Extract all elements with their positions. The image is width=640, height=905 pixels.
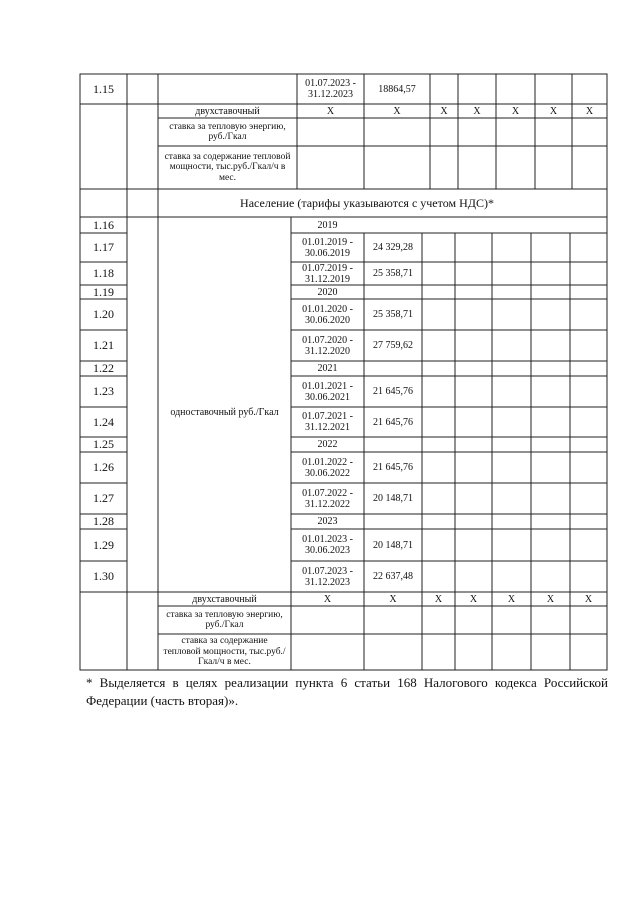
tariff-value: 20 148,71 <box>373 493 413 504</box>
tariff-value: 25 358,71 <box>373 268 413 279</box>
population-banner: Население (тарифы указываются с учетом НДС)* <box>240 195 494 210</box>
x-mark: X <box>549 105 558 117</box>
x-mark: X <box>585 105 594 117</box>
row-number: 1.20 <box>93 307 114 321</box>
row-number: 1.16 <box>93 217 114 232</box>
tariff-value: 24 329,28 <box>373 242 413 253</box>
tariff-value: 18864,57 <box>378 83 416 95</box>
tariff-value: 21 645,76 <box>373 416 413 428</box>
row-number: 1.26 <box>93 460 114 474</box>
period-cell: 2019 <box>317 219 338 231</box>
period-cell: 01.01.2020 - 30.06.2020 <box>302 303 353 326</box>
tariff-value: 21 645,76 <box>373 386 413 397</box>
x-mark: X <box>323 593 332 605</box>
tariff-value: 25 358,71 <box>373 309 413 320</box>
stavka-teplo-label: ставка за тепловую энергию, руб./Гкал <box>169 121 286 142</box>
row-number: 1.21 <box>93 338 114 352</box>
period-cell: 01.01.2022 - 30.06.2022 <box>302 456 353 479</box>
x-mark: X <box>507 593 516 605</box>
tariff-value <box>364 437 422 452</box>
row-number: 1.19 <box>93 284 114 299</box>
row-number: 1.28 <box>93 514 114 528</box>
row-number: 1.27 <box>93 491 114 505</box>
period-cell: 01.07.2022 - 31.12.2022 <box>302 487 353 510</box>
x-mark: X <box>473 105 481 117</box>
row-number: 1.29 <box>93 537 114 552</box>
period-cell: 01.01.2021 - 30.06.2021 <box>302 380 353 403</box>
x-mark: X <box>511 105 520 117</box>
period-cell: 2021 <box>317 363 338 374</box>
x-mark: X <box>440 105 448 117</box>
period-cell: 01.01.2019 - 30.06.2019 <box>302 236 353 259</box>
row-number: 1.17 <box>93 240 114 254</box>
period-cell: 01.07.2021 - 31.12.2021 <box>302 411 353 433</box>
stavka-teplo-label: ставка за тепловую энергию, руб./Гкал <box>166 609 283 630</box>
row-number: 1.18 <box>93 266 114 280</box>
row-number: 1.25 <box>93 437 114 451</box>
tariff-value <box>364 514 422 529</box>
stavka-moshch-label: ставка за содержание тепловой мощности, тыс.руб./Гкал/ч в мес. <box>164 151 291 183</box>
dvuhstavochny-label: двухставочный <box>195 105 260 117</box>
row-number: 1.15 <box>93 81 114 96</box>
tariff-value: 21 645,76 <box>373 462 413 473</box>
tariff-value: 27 759,62 <box>373 340 413 351</box>
period-cell: 01.07.2023 - 31.12.2023 <box>302 565 353 588</box>
period-cell: 01.07.2023 - 31.12.2023 <box>305 78 356 100</box>
period-cell: 01.07.2019 - 31.12.2019 <box>302 262 353 285</box>
row-number: 1.22 <box>93 361 114 375</box>
x-mark: X <box>584 593 593 605</box>
x-mark: X <box>546 593 555 605</box>
tariff-value <box>364 217 422 233</box>
stavka-moshch-label: ставка за содержание тепловой мощности, тыс.руб./Гкал/ч в мес. <box>163 636 286 668</box>
x-mark: X <box>393 105 401 117</box>
period-cell: 01.07.2020 - 31.12.2020 <box>302 334 353 357</box>
period-cell: 2022 <box>317 439 338 450</box>
x-mark: X <box>469 593 478 605</box>
x-mark: X <box>326 105 335 117</box>
row-number: 1.24 <box>93 414 114 429</box>
x-mark: X <box>389 593 397 605</box>
tariff-value: 20 148,71 <box>373 539 413 551</box>
tariff-value <box>364 361 422 376</box>
tariff-value <box>364 285 422 299</box>
dvuhstavochny-label: двухставочный <box>192 593 257 605</box>
row-number: 1.23 <box>93 384 114 398</box>
footnote: * Выделяется в целях реализации пункта 6 статьи 168 Налогового кодекса Российской Федерации (часть вторая)». <box>86 675 608 708</box>
tariff-value: 22 637,48 <box>373 571 413 582</box>
period-cell: 01.01.2023 - 30.06.2023 <box>302 534 353 556</box>
row-number: 1.30 <box>93 569 114 583</box>
group-label: одноставочный руб./Гкал <box>170 407 279 418</box>
x-mark: X <box>434 593 443 605</box>
period-cell: 2020 <box>317 286 338 298</box>
period-cell: 2023 <box>317 516 338 527</box>
